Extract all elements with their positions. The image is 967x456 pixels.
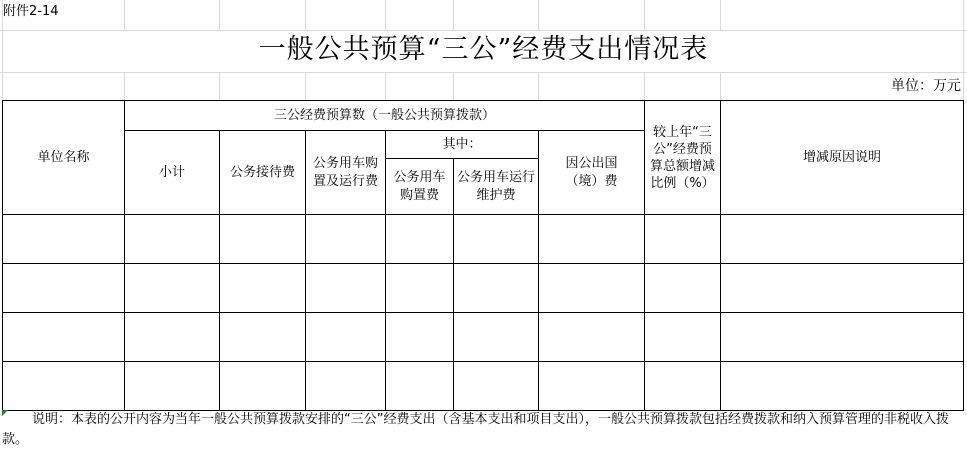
table-cell[interactable] bbox=[645, 264, 721, 313]
gridline bbox=[305, 0, 306, 30]
table-cell[interactable] bbox=[721, 215, 964, 264]
footnote: 说明：本表的公开内容为当年一般公共预算拨款安排的“三公”经费支出（含基本支出和项目支出），一般公共预算拨款包括经费拨款和纳入预算管理的非税收入拨款。 bbox=[2, 412, 949, 447]
table-cell[interactable] bbox=[454, 264, 539, 313]
gridline bbox=[453, 72, 454, 100]
table-cell[interactable] bbox=[721, 362, 964, 411]
header-change-ratio: 较上年“三公”经费预算总额增减比例（%） bbox=[645, 101, 721, 215]
header-vehicle-total: 公务用车购置及运行费 bbox=[306, 131, 386, 215]
gridline bbox=[538, 0, 539, 30]
table-cell[interactable] bbox=[386, 264, 454, 313]
unit-label: 单位：万元 bbox=[891, 78, 961, 94]
table-cell[interactable] bbox=[220, 313, 306, 362]
table-cell[interactable] bbox=[125, 264, 220, 313]
table-row bbox=[3, 264, 964, 313]
table-cell[interactable] bbox=[386, 215, 454, 264]
header-reason: 增减原因说明 bbox=[721, 101, 964, 215]
table-row bbox=[3, 215, 964, 264]
table-cell[interactable] bbox=[539, 362, 645, 411]
gridline bbox=[305, 72, 306, 100]
table-cell[interactable] bbox=[721, 313, 964, 362]
header-vehicle-purchase: 公务用车购置费 bbox=[386, 159, 454, 215]
table-cell[interactable] bbox=[454, 215, 539, 264]
gridline bbox=[720, 0, 721, 30]
table-cell[interactable] bbox=[3, 313, 125, 362]
table-cell[interactable] bbox=[386, 362, 454, 411]
table-cell[interactable] bbox=[3, 362, 125, 411]
table-cell[interactable] bbox=[306, 264, 386, 313]
gridline bbox=[385, 72, 386, 100]
table-cell[interactable] bbox=[125, 215, 220, 264]
gridline bbox=[219, 0, 220, 30]
gridline bbox=[720, 72, 721, 100]
table-cell[interactable] bbox=[539, 313, 645, 362]
table-cell[interactable] bbox=[306, 215, 386, 264]
header-overseas: 因公出国（境）费 bbox=[539, 131, 645, 215]
table-cell[interactable] bbox=[721, 264, 964, 313]
header-among: 其中： bbox=[386, 131, 539, 159]
header-budget-group: 三公经费预算数（一般公共预算拨款） bbox=[125, 101, 645, 131]
table-cell[interactable] bbox=[220, 362, 306, 411]
gridline bbox=[453, 0, 454, 30]
gridline bbox=[644, 0, 645, 30]
table-cell[interactable] bbox=[220, 264, 306, 313]
page-title: 一般公共预算“三公”经费支出情况表 bbox=[258, 34, 709, 65]
header-vehicle-operation: 公务用车运行维护费 bbox=[454, 159, 539, 215]
gridline bbox=[385, 0, 386, 30]
table-cell[interactable] bbox=[539, 215, 645, 264]
header-reception: 公务接待费 bbox=[220, 131, 306, 215]
gridline bbox=[538, 72, 539, 100]
header-subtotal: 小计 bbox=[125, 131, 220, 215]
budget-table bbox=[2, 100, 964, 411]
table-row bbox=[3, 362, 964, 411]
attachment-number: 附件2-14 bbox=[3, 4, 59, 19]
table-cell[interactable] bbox=[454, 313, 539, 362]
table-cell[interactable] bbox=[539, 264, 645, 313]
table-cell[interactable] bbox=[125, 313, 220, 362]
header-unit-name: 单位名称 bbox=[3, 101, 125, 215]
table-cell[interactable] bbox=[220, 215, 306, 264]
table-cell[interactable] bbox=[645, 215, 721, 264]
table-row bbox=[3, 313, 964, 362]
table-cell[interactable] bbox=[306, 362, 386, 411]
table-cell[interactable] bbox=[454, 362, 539, 411]
table-cell[interactable] bbox=[645, 362, 721, 411]
table-cell[interactable] bbox=[125, 362, 220, 411]
table-cell[interactable] bbox=[645, 313, 721, 362]
gridline bbox=[644, 72, 645, 100]
gridline bbox=[124, 72, 125, 100]
gridline bbox=[124, 0, 125, 30]
table-cell[interactable] bbox=[306, 313, 386, 362]
table-cell[interactable] bbox=[3, 264, 125, 313]
table-cell[interactable] bbox=[3, 215, 125, 264]
gridline bbox=[219, 72, 220, 100]
table-cell[interactable] bbox=[386, 313, 454, 362]
gridline bbox=[0, 72, 967, 73]
